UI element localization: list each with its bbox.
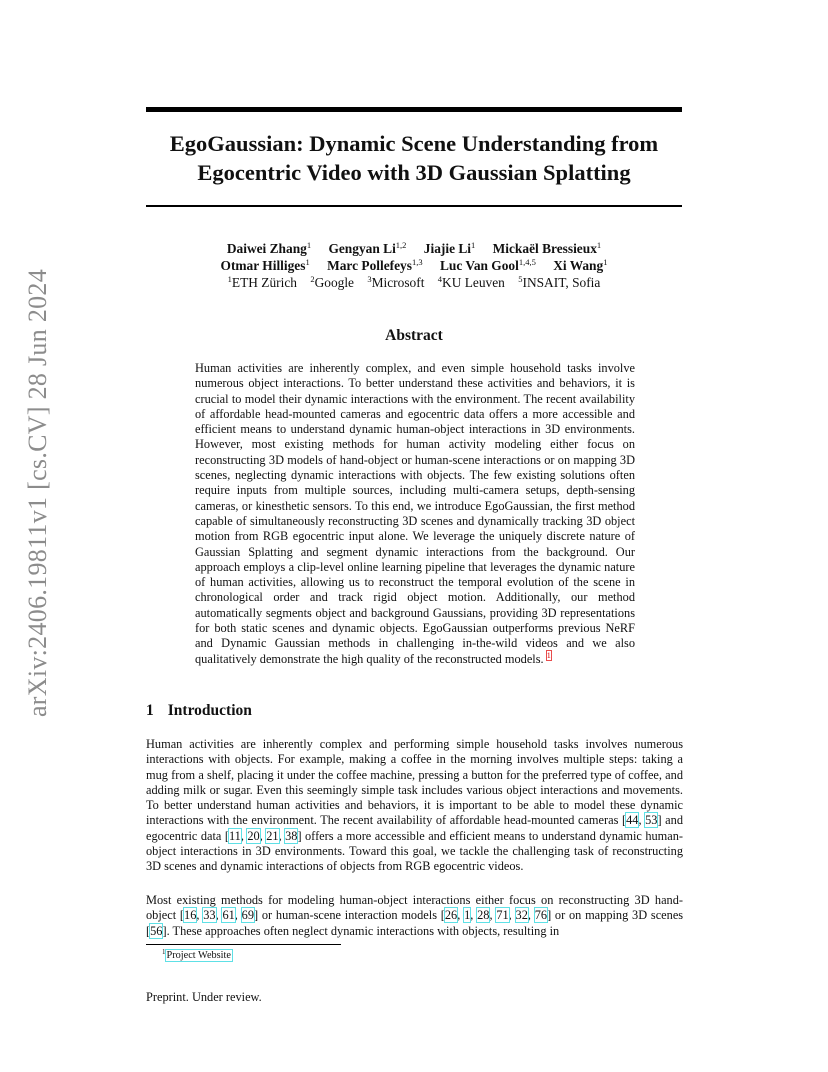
footnote-rule — [146, 944, 341, 945]
author-line-1 — [146, 240, 682, 257]
project-website-link[interactable]: Project Website — [166, 950, 231, 961]
author-line-2 — [146, 257, 682, 274]
author: Mickaël Bressieux$^1$ — [492, 240, 602, 256]
citation-link[interactable]: 11 — [228, 828, 241, 843]
title-top-rule — [146, 107, 682, 112]
affiliation: $^1$ETH Zürich — [227, 274, 297, 290]
citation-link[interactable]: 69 — [241, 908, 254, 923]
author: Marc Pollefeys$^{1,3}$ — [327, 257, 423, 273]
citation-link[interactable]: 44 — [626, 813, 639, 828]
affiliation: $^5$INSAIT, Sofia — [518, 274, 601, 290]
citation-link[interactable]: 71 — [496, 908, 509, 923]
title-line-1: EgoGaussian: Dynamic Scene Understanding from — [169, 131, 659, 156]
author: Luc Van Gool$^{1,4,5}$ — [439, 257, 536, 273]
section-title: Introduction — [167, 702, 252, 719]
citation-link[interactable]: 16 — [184, 908, 197, 923]
author: Daiwei Zhang$^1$ — [226, 240, 312, 256]
citation-link[interactable]: 76 — [534, 908, 548, 923]
citation-link[interactable]: 32 — [515, 908, 528, 923]
author: Gengyan Li$^{1,2}$ — [328, 240, 407, 256]
citation-link[interactable]: 26 — [444, 908, 458, 923]
title-bottom-rule — [146, 205, 682, 207]
arxiv-identifier-stamp — [16, 250, 60, 736]
citation-link[interactable]: 20 — [247, 828, 260, 843]
author: Otmar Hilliges$^1$ — [220, 257, 310, 273]
title-line-2: Egocentric Video with 3D Gaussian Splatting — [197, 160, 631, 185]
abstract-text: Human activities are inherently complex, and even simple household tasks involve numerous object interactions. To better understand these activities and behaviors, it is crucial to model their dynamic interactions with the environment. The recent availability of affordable head-mounted cameras and egocentric data offers a more accessible and efficient means to understand dynamic human-object interactions in 3D environments. However, most existing methods for human activity modeling either focus on reconstructing 3D models of hand-object or human-scene interactions or on mapping 3D scenes, neglecting dynamic interactions with objects. The few existing solutions often require inputs from multiple sources, including multi-camera setups, depth-sensing cameras, or kinesthetic sensors. To this end, we introduce EgoGaussian, the first method capable of simultaneously reconstructing 3D scenes and dynamically tracking 3D object motion from RGB egocentric input alone. We leverage the uniquely discrete nature of Gaussian Splatting and segment dynamic interactions from the background. Our approach employs a clip-level online learning pipeline that leverages the dynamic nature of human activities, allowing us to reconstruct the temporal evolution of the scene in chronological order and track rigid object motion. Additionally, our method automatically segments object and background Gaussians, providing 3D representations for both static scenes and dynamic objects. EgoGaussian outperforms previous NeRF and Dynamic Gaussian methods in challenging in-the-wild videos and we also qualitatively demonstrate the high quality of the reconstructed models. — [195, 361, 635, 666]
author: Xi Wang$^1$ — [553, 257, 608, 273]
abstract-body — [195, 361, 635, 667]
footnote-mark: 1 — [162, 948, 166, 956]
citation-link[interactable]: 1 — [464, 908, 471, 923]
section-heading-introduction — [146, 702, 252, 720]
affiliation: $^2$Google — [310, 274, 354, 290]
arxiv-identifier-text: arXiv:2406.19811v1 [cs.CV] 28 Jun 2024 — [23, 268, 53, 718]
citation-link[interactable]: 33 — [203, 908, 216, 923]
affiliation: $^4$KU Leuven — [437, 274, 505, 290]
citation-link[interactable]: 61 — [222, 908, 235, 923]
footnote — [162, 950, 232, 961]
paper-title — [146, 129, 682, 187]
abstract-heading: Abstract — [385, 327, 443, 344]
author-list — [146, 240, 682, 274]
citation-link[interactable]: 56 — [150, 923, 163, 938]
section-number: 1 — [146, 702, 154, 719]
intro-paragraph-1: Human activities are inherently complex and performing simple household tasks involves numerous interactions with objects. For example, making a coffee in the morning involves multiple steps: taking a mug from a shelf, placing it under the coffee machine, pressing a button for the preferred type of coffee, and adding milk or sugar. Even this seemingly simple task includes various object interactions and movements. To better understand human activities and behaviors, it is important to be able to model these dynamic interactions with the environment. The recent availability of affordable head-mounted cameras [44, 53] and egocentric data [11, 20, 21, 38] offers a more accessible and efficient means to understand dynamic human-object interactions in 3D environments. Toward this goal, we tackle the challenging task of reconstructing 3D scenes and dynamic interactions of objects from RGB egocentric videos. — [146, 737, 684, 874]
footnote-link[interactable]: 1 — [546, 650, 551, 660]
citation-link[interactable]: 28 — [477, 908, 490, 923]
affiliation-list — [146, 274, 682, 291]
preprint-note: Preprint. Under review. — [146, 990, 262, 1004]
citation-link[interactable]: 53 — [645, 813, 658, 828]
intro-paragraph-2: Most existing methods for modeling human-object interactions either focus on reconstructing 3D hand-object [16, 33, 61, 69] or human-scene interaction models [26, 1, 28, 71, 32, 76] or on mapping 3D scenes [56]. These approaches often neglect dynamic interactions with objects, resulting in — [146, 893, 684, 938]
citation-link[interactable]: 21 — [266, 828, 279, 843]
citation-link[interactable]: 38 — [285, 828, 298, 843]
author: Jiajie Li$^1$ — [423, 240, 476, 256]
affiliation: $^3$Microsoft — [367, 274, 425, 290]
